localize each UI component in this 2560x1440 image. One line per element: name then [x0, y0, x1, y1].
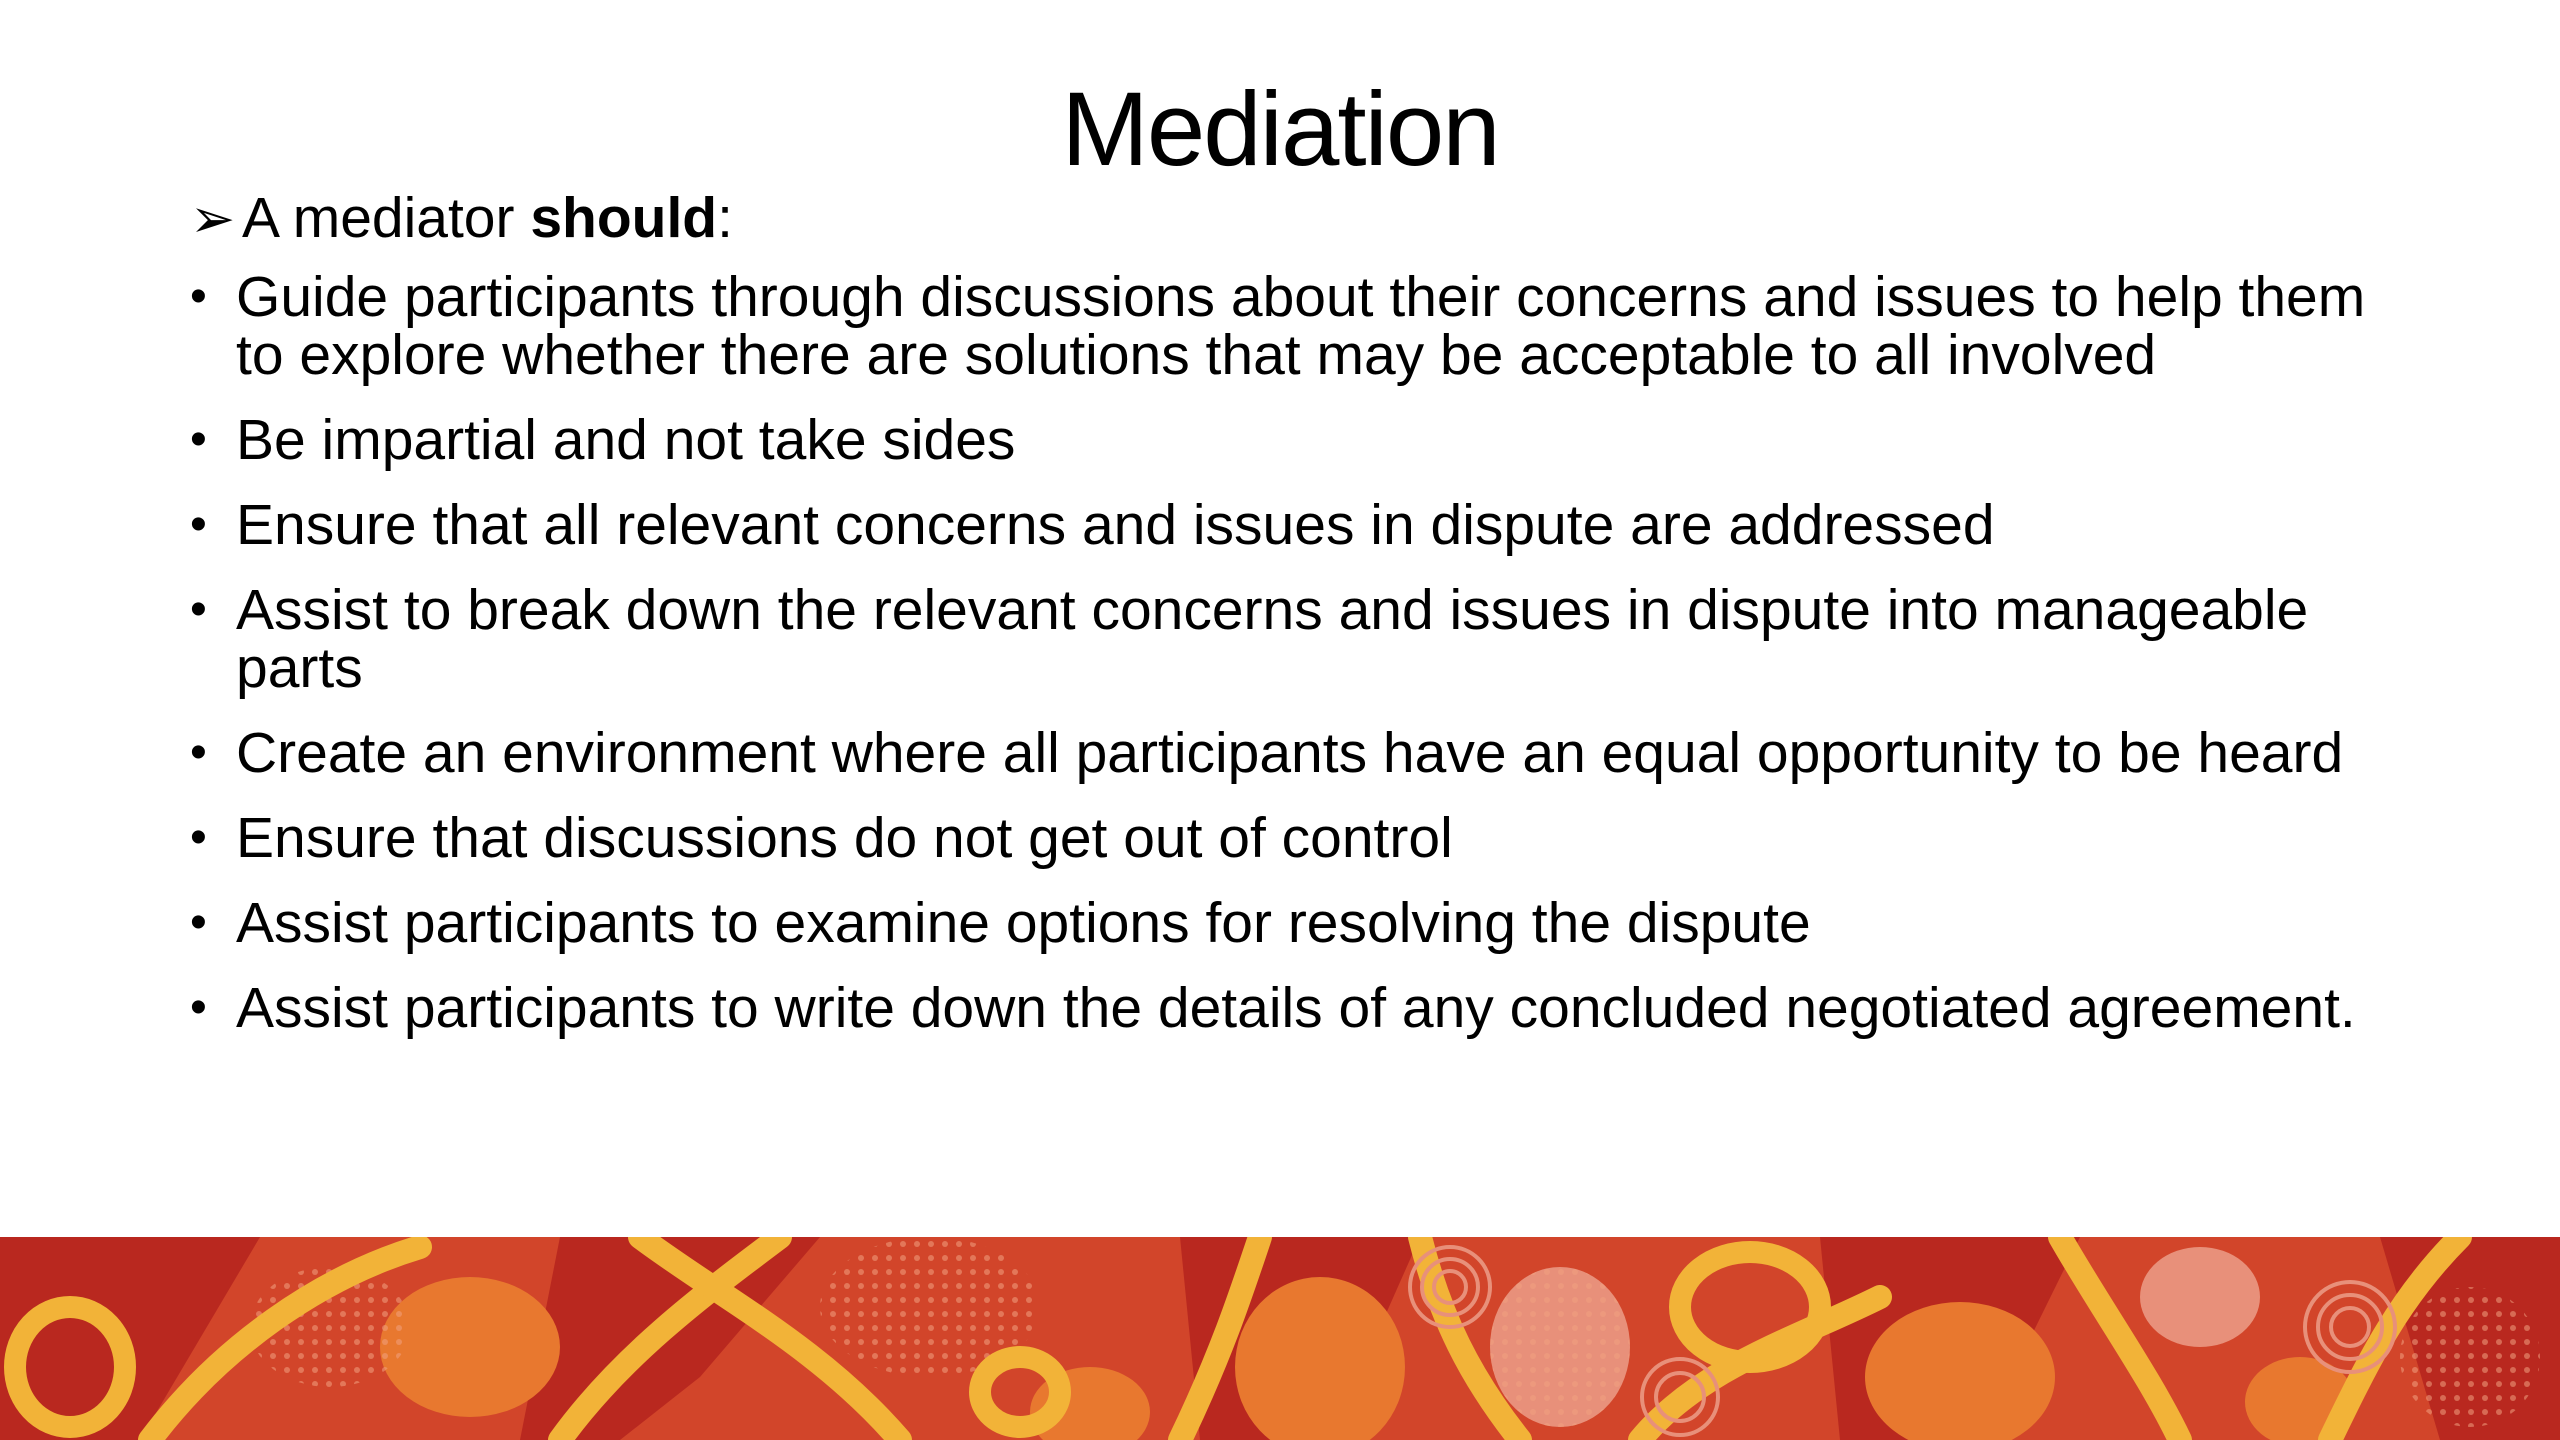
- bullet-item: [190, 265, 2420, 387]
- bullet-text: Assist participants to write down the details of any concluded negotiated agreement.: [236, 976, 2356, 1040]
- intro-prefix: A mediator: [242, 186, 531, 250]
- bullet-item: [190, 976, 2420, 1040]
- bullet-dot-icon: •: [190, 896, 207, 949]
- bullet-item: [190, 493, 2420, 557]
- bullet-dot-icon: •: [190, 583, 207, 636]
- bullet-dot-icon: •: [190, 981, 207, 1034]
- intro-emphasis: should: [530, 186, 718, 250]
- bullet-text: Ensure that all relevant concerns and issues in dispute are addressed: [236, 493, 1995, 557]
- bullet-text: Ensure that discussions do not get out of control: [236, 806, 1453, 870]
- bullet-dot-icon: •: [190, 811, 207, 864]
- bullet-text: Be impartial and not take sides: [236, 408, 1016, 472]
- bullet-dot-icon: •: [190, 498, 207, 551]
- intro-line: [190, 183, 733, 254]
- intro-suffix: :: [717, 186, 733, 250]
- arrow-bullet-icon: ➢: [190, 189, 236, 249]
- bullet-text: Guide participants through discussions about their concerns and issues to help them to explore whether there are solutions that may be acceptable to all involved: [236, 265, 2366, 387]
- aboriginal-art-pattern-icon: [0, 1237, 2560, 1440]
- bullet-item: [190, 578, 2420, 700]
- bullet-item: [190, 891, 2420, 955]
- bullet-dot-icon: •: [190, 270, 207, 323]
- bullet-dot-icon: •: [190, 413, 207, 466]
- slide-title: Mediation: [1061, 71, 1499, 188]
- bullet-item: [190, 806, 2420, 870]
- bullet-item: [190, 408, 2420, 472]
- bullet-dot-icon: •: [190, 726, 207, 779]
- bullet-list: [190, 265, 2420, 1064]
- bullet-text: Assist to break down the relevant concerns and issues in dispute into manageable parts: [236, 578, 2309, 700]
- bullet-text: Create an environment where all participants have an equal opportunity to be heard: [236, 721, 2344, 785]
- bullet-item: [190, 721, 2420, 785]
- decorative-art-banner: [0, 1237, 2560, 1440]
- bullet-text: Assist participants to examine options for resolving the dispute: [236, 891, 1811, 955]
